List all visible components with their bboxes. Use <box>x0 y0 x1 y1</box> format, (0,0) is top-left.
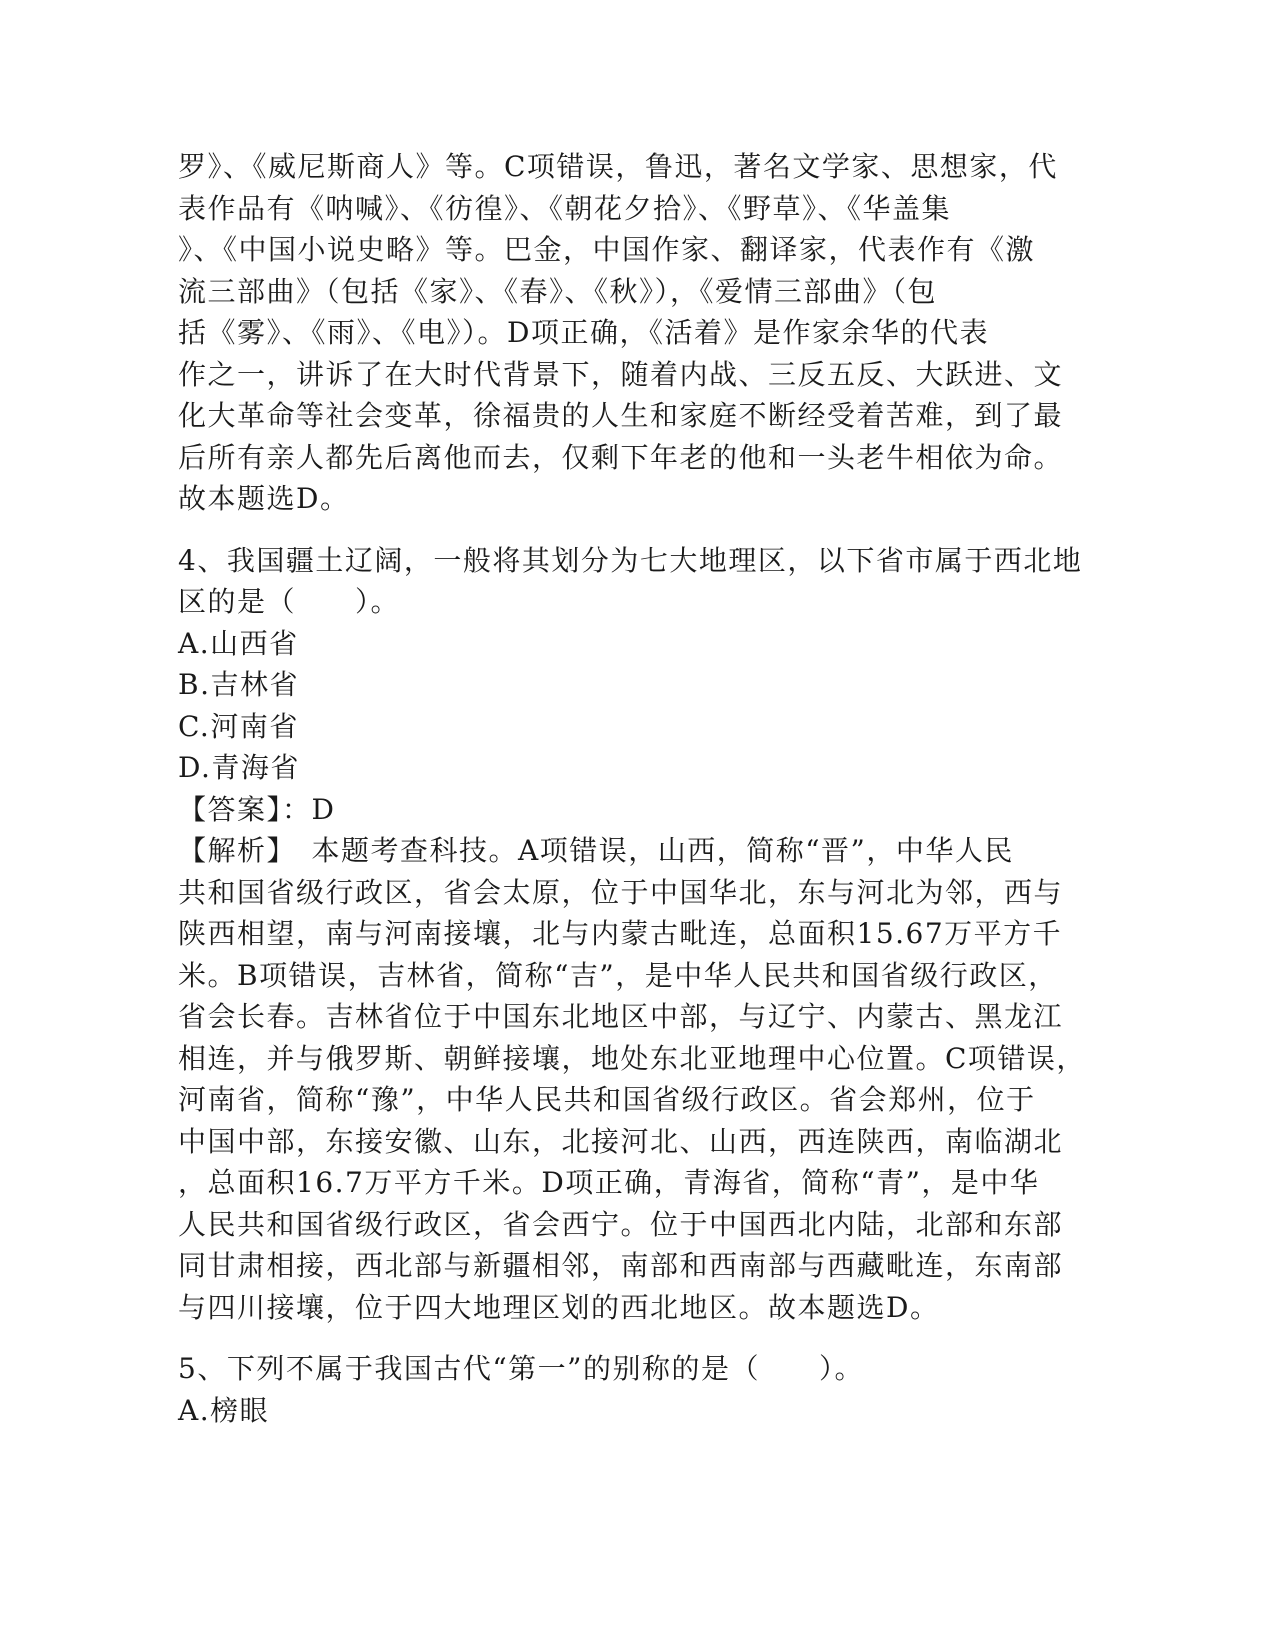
question-5 <box>178 1348 1078 1431</box>
explanation-line: 共和国省级行政区，省会太原，位于中国华北，东与河北为邻，西与 <box>178 875 1064 909</box>
explanation-line: ，总面积16.7万平方千米。D项正确，青海省，简称“青”，是中华 <box>178 1166 1040 1199</box>
explanation-line: 省会长春。吉林省位于中国东北地区中部，与辽宁、内蒙古、黑龙江 <box>178 1000 1064 1033</box>
document-page <box>178 146 1086 1431</box>
text-line: 流三部曲》（包括《家》、《春》、《秋》），《爱情三部曲》（包 <box>178 274 938 308</box>
explanation-line: 【解析】 本题考查科技。A项错误，山西，简称“晋”，中华人民 <box>178 834 1014 867</box>
explanation-line: 陕西相望，南与河南接壤，北与内蒙古毗连，总面积15.67万平方千 <box>178 917 1063 950</box>
answer: 【答案】：D <box>178 792 336 826</box>
text-line: 化大革命等社会变革，徐福贵的人生和家庭不断经受着苦难，到了最 <box>178 399 1064 432</box>
explanation-line: 米。B项错误，吉林省，简称“吉”，是中华人民共和国省级行政区， <box>178 958 1058 992</box>
q3-explanation-tail <box>178 146 1078 520</box>
explanation-line: 与四川接壤，位于四大地理区划的西北地区。故本题选D。 <box>178 1290 940 1324</box>
explanation-line: 河南省，简称“豫”，中华人民共和国省级行政区。省会郑州，位于 <box>178 1083 1036 1116</box>
option-a: A.榜眼 <box>178 1393 270 1427</box>
explanation-line: 相连，并与俄罗斯、朝鲜接壤，地处东北亚地理中心位置。C项错误， <box>178 1041 1086 1075</box>
explanation-line: 中国中部，东接安徽、山东，北接河北、山西，西连陕西，南临湖北 <box>178 1124 1064 1158</box>
option-a: A.山西省 <box>178 626 299 660</box>
question-text: 5、下列不属于我国古代“第一”的别称的是（ ）。 <box>178 1352 864 1385</box>
explanation-line: 同甘肃相接，西北部与新疆相邻，南部和西南部与西藏毗连，东南部 <box>178 1249 1064 1282</box>
option-d: D.青海省 <box>178 751 300 784</box>
text-line: 罗》、《威尼斯商人》等。C项错误，鲁迅，著名文学家、思想家，代 <box>178 150 1058 183</box>
text-line: 表作品有《呐喊》、《彷徨》、《朝花夕拾》、《野草》、《华盖集 <box>178 191 952 225</box>
text-line: 括《雾》、《雨》、《电》）。D项正确，《活着》是作家余华的代表 <box>178 316 989 349</box>
option-b: B.吉林省 <box>178 668 299 701</box>
text-line: 故本题选D。 <box>178 482 350 515</box>
option-c: C.河南省 <box>178 709 299 743</box>
text-line: 后所有亲人都先后离他而去，仅剩下年老的他和一头老牛相依为命。 <box>178 440 1064 474</box>
text-line: 》、《中国小说史略》等。巴金，中国作家、翻译家，代表作有《激 <box>178 233 1036 266</box>
text-line: 作之一，讲诉了在大时代背景下，随着内战、三反五反、大跃进、文 <box>178 357 1064 391</box>
question-text: 4、我国疆土辽阔，一般将其划分为七大地理区，以下省市属于西北地 <box>178 543 1083 577</box>
explanation-line: 人民共和国省级行政区，省会西宁。位于中国西北内陆，北部和东部 <box>178 1207 1064 1241</box>
question-4 <box>178 540 1086 1329</box>
question-text: 区的是（ ）。 <box>178 585 401 618</box>
